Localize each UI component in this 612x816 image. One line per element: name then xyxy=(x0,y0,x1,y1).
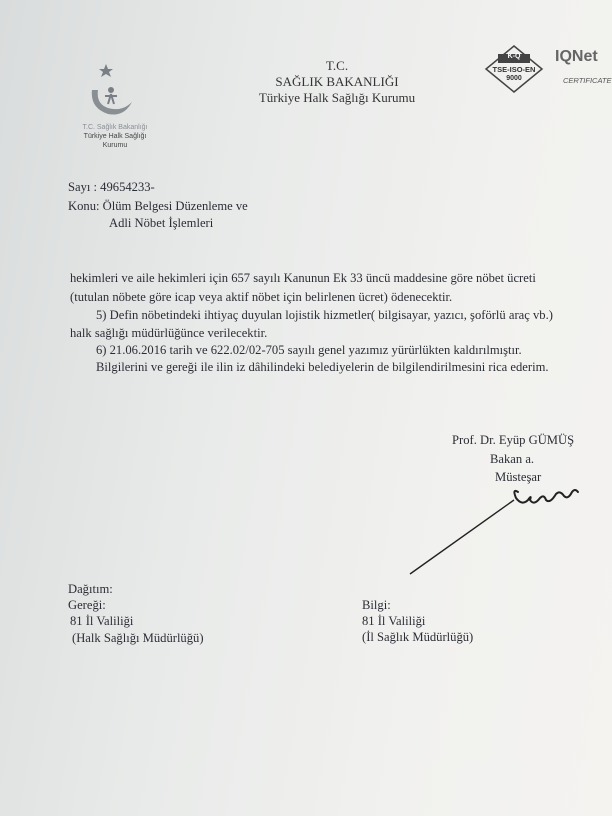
kq-bottom-label: 9000 xyxy=(506,75,522,82)
subject-line-2: Adli Nöbet İşlemleri xyxy=(109,216,214,230)
header-institution: Türkiye Halk Sağlığı Kurumu xyxy=(258,90,416,105)
reference-number: Sayı : 49654233- xyxy=(68,180,155,194)
handwritten-signature xyxy=(400,470,600,580)
iqnet-certificate-label: CERTIFICATE xyxy=(563,76,612,85)
signatory-name: Prof. Dr. Eyüp GÜMÜŞ xyxy=(452,433,575,447)
iqnet-logo xyxy=(555,48,612,68)
header-tc: T.C. xyxy=(325,58,349,73)
logo-text-3: Kurumu xyxy=(102,142,128,149)
logo-text-2: Türkiye Halk Sağlığı xyxy=(83,133,147,140)
body-line-1: hekimleri ve aile hekimleri için 657 sayılı Kanunun Ek 33 üncü maddesine göre nöbet ücreti xyxy=(70,271,536,285)
distribution-bilgi-label: Bilgi: xyxy=(362,598,391,612)
bilgi-recipient-unit: (İl Sağlık Müdürlüğü) xyxy=(362,630,474,644)
gereği-recipient-unit: (Halk Sağlığı Müdürlüğü) xyxy=(72,631,204,645)
body-line-4: halk sağlığı müdürlüğünce verilecektir. xyxy=(70,326,268,340)
iqnet-text: IQNet xyxy=(555,48,598,65)
bilgi-recipient: 81 İl Valiliği xyxy=(362,614,426,628)
subject-line-1: Konu: Ölüm Belgesi Düzenleme ve xyxy=(68,199,248,213)
distribution-label: Dağıtım: xyxy=(68,582,113,596)
signatory-title: Müsteşar xyxy=(495,470,542,484)
kq-mid-label: TSE-ISO-EN xyxy=(492,65,536,74)
body-line-5: 6) 21.06.2016 tarih ve 622.02/02-705 sayılı genel yazımız yürürlükten kaldırılmıştır. xyxy=(96,343,522,357)
kq-top-label: K-Q xyxy=(507,53,521,60)
body-line-3: 5) Defin nöbetindeki ihtiyaç duyulan lojistik hizmetler( bilgisayar, yazıcı, şoförlü araç vb.) xyxy=(96,308,553,322)
signatory-role: Bakan a. xyxy=(490,452,535,466)
crescent-star-icon xyxy=(78,62,148,122)
body-line-6: Bilgilerini ve gereği ile ilin iz dâhilindeki belediyelerin de bilgilendirilmesini rica ederim. xyxy=(96,360,549,374)
logo-text-1: T.C. Sağlık Bakanlığı xyxy=(82,124,148,131)
body-line-2: (tutulan nöbete göre icap veya aktif nöbet için belirlenen ücret) ödenecektir. xyxy=(70,290,453,304)
gereği-recipient: 81 İl Valiliği xyxy=(70,614,134,628)
header-ministry: SAĞLIK BAKANLIĞI xyxy=(275,74,399,89)
distribution-gereği-label: Gereği: xyxy=(68,598,106,612)
